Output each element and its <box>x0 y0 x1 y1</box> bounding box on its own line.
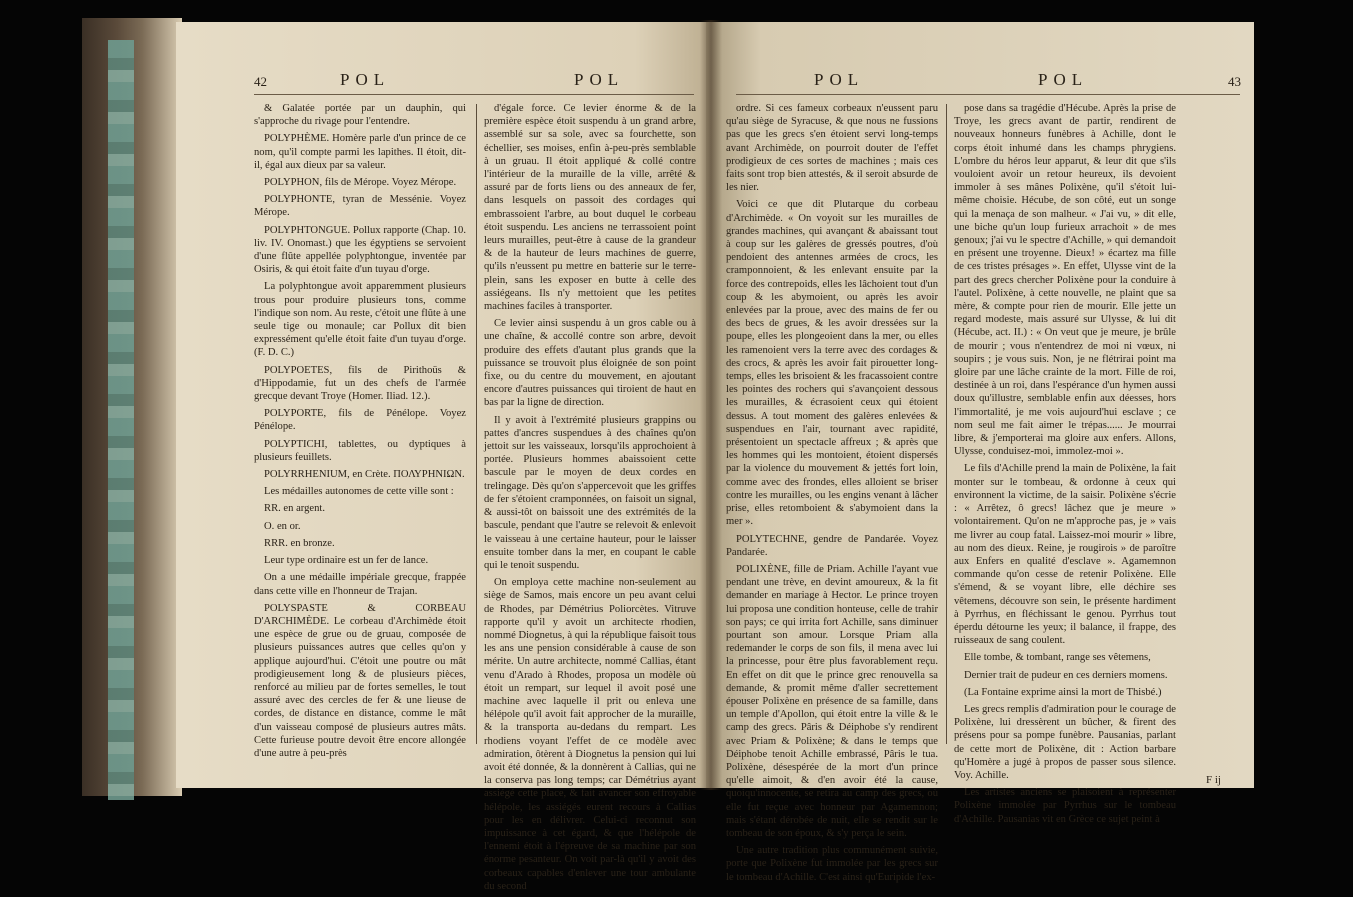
paragraph: Une autre tradition plus communément suivie, porte que Polixène fut immolée par les grecs sur le tombeau d'Achille. C'est ainsi qu'Euripide l'ex- <box>726 845 938 883</box>
paragraph: POLYPOETES, fils de Pirithoüs & d'Hippodamie, fut un des chefs de l'armée grecque devant Troye (Homer. Iliad. 12.). <box>254 364 466 403</box>
text-column-2 <box>484 102 696 897</box>
header-rule <box>736 94 1240 95</box>
right-page <box>706 22 1254 883</box>
paragraph: ordre. Si ces fameux corbeaux n'eussent paru qu'au siège de Syracuse, & que nous ne fussions pas que les grecs s'en étoient servi long-temps avant Archimède, on pourroit douter de l'effet prodigieux de ces sortes de machines ; mais ces faits sont trop bien attestés, & il seroit absurde de les nier. <box>726 103 938 194</box>
paragraph: POLYPHTONGUE. Pollux rapporte (Chap. 10. liv. IV. Onomast.) que les égyptiens se servoient d'une flûte appellée polyphtongue, inventée par Osiris, & qui étoit faite d'un tuyau d'orge. <box>254 224 466 276</box>
signature-mark: F ij <box>1206 774 1221 786</box>
paragraph: Voici ce que dit Plutarque du corbeau d'Archimède. « On voyoit sur les murailles de grandes machines, qui avançant & abaissant tout à coup sur les galères de gressés poutres, d'où pendoient des antennes armées de crocs, les cramponnoient, & les enlevant ensuite par la force des contrepoids, elles les lâchoient tout d'un coup & les abymoient, ou après les avoir enlevées par la proue, avec des mains de fer ou des becs de grues, & les avoir dressées sur la poupe, elles les plongeoient dans la mer, ou elles les ramenoient vers la terre avec des cordages & des crocs, & après les avoir fait pirouetter long-temps, elles les brisoient & les fracassoient contre les pointes des rochers qui s'avançoient dessous les murailles, & écrasoient ceux qui étoient dessus. A tout moment des galères enlevées & suspendues en l'air, tournant avec rapidité, présentoient un spectacle affreux ; & après que les hommes qui les montoient, étoient dispersés par la violence du mouvement & jettés fort loin, comme avec des frondes, elles alloient se briser contre les murailles, ou les engins venant à lâcher prise, elles retomboient & s'abymoient dans la mer ». <box>726 199 938 528</box>
running-header-right: POL <box>574 70 625 89</box>
header-rule <box>254 94 694 95</box>
paragraph: Elle tombe, & tombant, range ses vêtemens, <box>964 652 1151 664</box>
paragraph: Les grecs remplis d'admiration pour le courage de Polixène, lui dressèrent un bûcher, & firent des présens pour sa pompe funèbre. Pausanias, parlant de cette mort de Polixène, dit : Action barbare qu'Homère a jugé à propos de passer sous silence. Voy. Achille. <box>954 703 1176 781</box>
paragraph: RRR. en bronze. <box>264 537 335 549</box>
column-divider <box>946 104 947 744</box>
running-header-right: POL <box>1038 70 1089 89</box>
paragraph: POLYPHÈME. Homère parle d'un prince de ce nom, qu'il compte parmi les lapithes. Il étoit, dit-il, égal aux dieux par sa valeur. <box>254 133 466 171</box>
paragraph: POLYRRHENIUM, en Crète. ΠΟΛΥΡΗΝΙΩΝ. <box>264 469 465 481</box>
book-cover-edge <box>108 40 134 800</box>
text-column-1 <box>254 102 466 764</box>
page-number: 43 <box>1228 74 1241 89</box>
paragraph: POLIXÈNE, fille de Priam. Achille l'ayant vue pendant une trève, en devint amoureux, & la fit demander en mariage à Hector. Le prince troyen lui proposa une condition honteuse, celle de trahir son pays; ce qui irrita fort Achille, sans diminuer pourtant son amour. Lorsque Priam alla redemander le corps de son fils, il mena avec lui la princesse, pour être plus favorablement reçu. En effet on dit que le prince grec renouvella sa demande, & promit même d'aller secrettement épouser Polixène en présence de sa famille, dans un temple d'Apollon, qui étoit entre la ville & le camp des grecs. Pâris & Déiphobe s'y rendirent avec Priam & Polixène; & dans le temps que Déiphobe tenoit Achille embrassé, Pâris le tua. Polixène, désespérée de la mort d'un prince qu'elle aimoit, & d'en avoir été la cause, quoiqu'innocente, se retira au camp des grecs, où elle fut reçue avec honneur par Agamemnon; mais s'étant dérobée de nuit, elle se rendit sur le tombeau de son époux, & s'y perça le sein. <box>726 563 938 839</box>
paragraph: On a une médaille impériale grecque, frappée dans cette ville en l'honneur de Trajan. <box>254 572 466 597</box>
paragraph: POLYPTICHI, tablettes, ou dyptiques à plusieurs feuillets. <box>254 438 466 463</box>
paragraph: Ce levier ainsi suspendu à un gros cable ou à une chaîne, & accollé contre son arbre, devoit produire des effets d'autant plus grands que la puissance se trouvoit plus éloignée de son point fixe, ou du centre du mouvement, en ajoutant encore d'autres puissances qui tiroient de haut en bas par la ligne de direction. <box>484 318 696 409</box>
paragraph: POLYSPASTE & CORBEAU D'ARCHIMÈDE. Le corbeau d'Archimède étoit une espèce de grue ou de gruau, composée de plusieurs puissances autres que celles qu'on y applique aujourd'hui. C'étoit une poutre ou mât prodigieusement long & de plusieurs pièces, renforcé au milieu par de fortes semelles, le tout assuré avec des cercles de fer & une lieuse de cordes, de distance en distance, comme le mât d'un vaisseau composé de plusieurs autres mâts. Cette furieuse poutre devoit être encore allongée d'une autre à peu-près <box>254 602 466 759</box>
column-divider <box>476 104 477 744</box>
paragraph: La polyphtongue avoit apparemment plusieurs trous pour produire plusieurs tons, comme l'indique son nom. Au reste, c'étoit une flûte à une seule tige ou monaule; car Pollux dit bien expressément qu'elle étoit faite d'un tuyau d'orge. (F. D. C.) <box>254 281 466 359</box>
paragraph: Les artistes anciens se plaisoient à représenter Polixène immolée par Pyrrhus sur le tombeau d'Achille. Pausanias vit en Grèce ce sujet peint à <box>954 787 1176 825</box>
paragraph: & Galatée portée par un dauphin, qui s'approche du rivage pour l'entendre. <box>254 103 466 128</box>
paragraph: d'égale force. Ce levier énorme & de la première espèce étoit suspendu à un grand arbre, assemblé sur sa sole, avec sa fourchette, son échellier, ses moises, enfin à-peu-près semblable à un gruau. Il étoit appliqué & collé contre l'intérieur de la muraille de la ville, arrêté & assuré par de forts liens ou des anneaux de fer, dans lesquels on passoit des cordages qui embrassoient l'arbre, au bout duquel le corbeau étoit suspendu. Les anciens ne terrassoient point leurs murailles, peut-être à cause de la grandeur & de la hauteur de leurs machines de guerre, qu'ils n'eussent pu mettre en batterie sur le terre-plein, sans les exposer en butte à celle des assiégeans. Ils n'y mettoient que les petites machines faciles à transporter. <box>484 103 696 313</box>
text-column-2 <box>954 102 1176 830</box>
paragraph: POLYPHONTE, tyran de Messénie. Voyez Mérope. <box>254 194 466 219</box>
paragraph: Le fils d'Achille prend la main de Polixène, la fait monter sur le tombeau, & ordonne à ceux qui environnent la victime, de la saisir. Polixène s'écrie : « Arrêtez, ô grecs! lâchez que je meure » volontairement. Qu'on ne m'approche pas, je » vais me livrer au coup fatal. Laissez-moi mourir » libre, au nom des dieux. Reine, je rougirois » de paroître aux Enfers en qualité d'esclave ». Agamemnon commande qu'on cesse de retenir Polixène. Elle s'émend, & se voyant libre, elle déchire ses vêtemens, découvre son sein, le présente hardiment à Pyrrhus, en fléchissant le genou. Pyrrhus tout éperdu détourne les yeux; il balance, il frappe, des ruisseaux de sang coulent. <box>954 463 1176 647</box>
paragraph: Les médailles autonomes de cette ville sont : <box>264 486 454 498</box>
paragraph: (La Fontaine exprime ainsi la mort de Thisbé.) <box>964 686 1162 698</box>
running-header-left: POL <box>340 70 391 89</box>
left-page <box>176 22 716 892</box>
paragraph: O. en or. <box>264 520 301 532</box>
running-header-left: POL <box>814 70 865 89</box>
book-gutter <box>700 20 722 790</box>
paragraph: On employa cette machine non-seulement au siège de Samos, mais encore un peu avant celui de Rhodes, par Démétrius Poliorcètes. Vitruve rapporte qu'il y avoit un architecte rhodien, nommé Diognetus, à qui la république faisoit tous les ans une pension considérable à cause de son mérite. Un autre architecte, nommé Callias, étant venu d'Arado à Rhodes, proposa un modèle où étoit un rempart, sur lequel il avoit posé une machine avec laquelle il prit ou enleva une hélépole qu'il avoit fait approcher de la muraille, & la transporta au-dedans du rempart. Les rhodiens voyant l'effet de ce modèle avec admiration, ôtèrent à Diognetus la pension qui lui avoit été donnée, & la donnèrent à Callias, qui ne la conserva pas long temps; car Démétrius ayant assiégé cette place, & fait avancer son effroyable hélépole, les assiégés eurent recours à Callias pour les en délivrer. Celui-ci reconnut son impuissance à cet égard, & que l'hélépole de l'ennemi étoit à l'épreuve de sa machine par son énorme pesanteur. On voit par-là qu'il y avoit des corbeaux capables d'enlever une tour ambulante du second <box>484 577 696 892</box>
paragraph: pose dans sa tragédie d'Hécube. Après la prise de Troye, les grecs avant de partir, rendirent de nouveaux honneurs funèbres à Achille, dont le corps étoit inhumé dans les champs phrygiens. L'ombre du héros leur apparut, & leur dit que s'ils vouloient avoir un retour heureux, ils devoient immoler à ses mânes Polixène, qu'il s'étoit lui-même choisie. Hécube, de son côté, eut un songe qui la menaça de son malheur. « J'ai vu, » dit elle, une biche qu'un loup furieux arrachoit » de mes genoux; j'ai vu le spectre d'Achille, » qui demandoit en présent une troyenne. Dieux! » écartez ma fille de ces tristes présages ». En effet, Ulysse vint de la part des grecs chercher Polixène pour la conduire à l'autel. Polixène, à cette nouvelle, ne plaint que sa mère, & compte pour rien de mourir. Elle jette un regard modeste, mais assuré sur Ulysse, & lui dit (Hécube, act. II.) : « On veut que je meure, je brûle de mourir ; vous n'entendrez de moi ni vœux, ni soupirs ; je vous suis. Non, je ne flétrirai point ma gloire par une lâche crainte de la mort. Fille de roi, destinée à un roi, dans l'espérance d'un hymen aussi doux qu'illustre, semblable enfin aux déesses, hors l'immortalité, je me vois aujourd'hui esclave ; ce nom seul me fait aimer le trépas...... Je mourrai libre, & j'emporterai ma gloire aux enfers. Allons, Ulysse, conduisez-moi, immolez-moi ». <box>954 103 1176 458</box>
paragraph: POLYPHON, fils de Mérope. Voyez Mérope. <box>264 177 457 189</box>
text-column-1 <box>726 102 938 888</box>
paragraph: POLYTECHNE, gendre de Pandarée. Voyez Pandarée. <box>726 533 938 558</box>
paragraph: Il y avoit à l'extrémité plusieurs grappins ou pattes d'ancres suspendues à des chaînes qu'on jettoit sur les vaisseaux, lorsqu'ils approchoient à portée. Plusieurs hommes abaissoient cette bascule par le moyen de deux cordes en trelingage. Dès qu'on s'appercevoit que les griffes de fer s'étoient cramponnées, on faisoit un signal, & aussi-tôt on baissoit une des extrémités de la bascule, pendant que l'autre se relevoit & enlevoit le vaisseau à une certaine hauteur, pour le laisser ensuite tomber dans la mer, en coupant le cable qui le tenoit suspendu. <box>484 414 696 571</box>
paragraph: Dernier trait de pudeur en ces derniers momens. <box>964 669 1168 681</box>
paragraph: POLYPORTE, fils de Pénélope. Voyez Pénélope. <box>254 408 466 433</box>
paragraph: Leur type ordinaire est un fer de lance. <box>264 555 429 567</box>
paragraph: RR. en argent. <box>264 503 326 515</box>
page-number: 42 <box>254 74 267 89</box>
